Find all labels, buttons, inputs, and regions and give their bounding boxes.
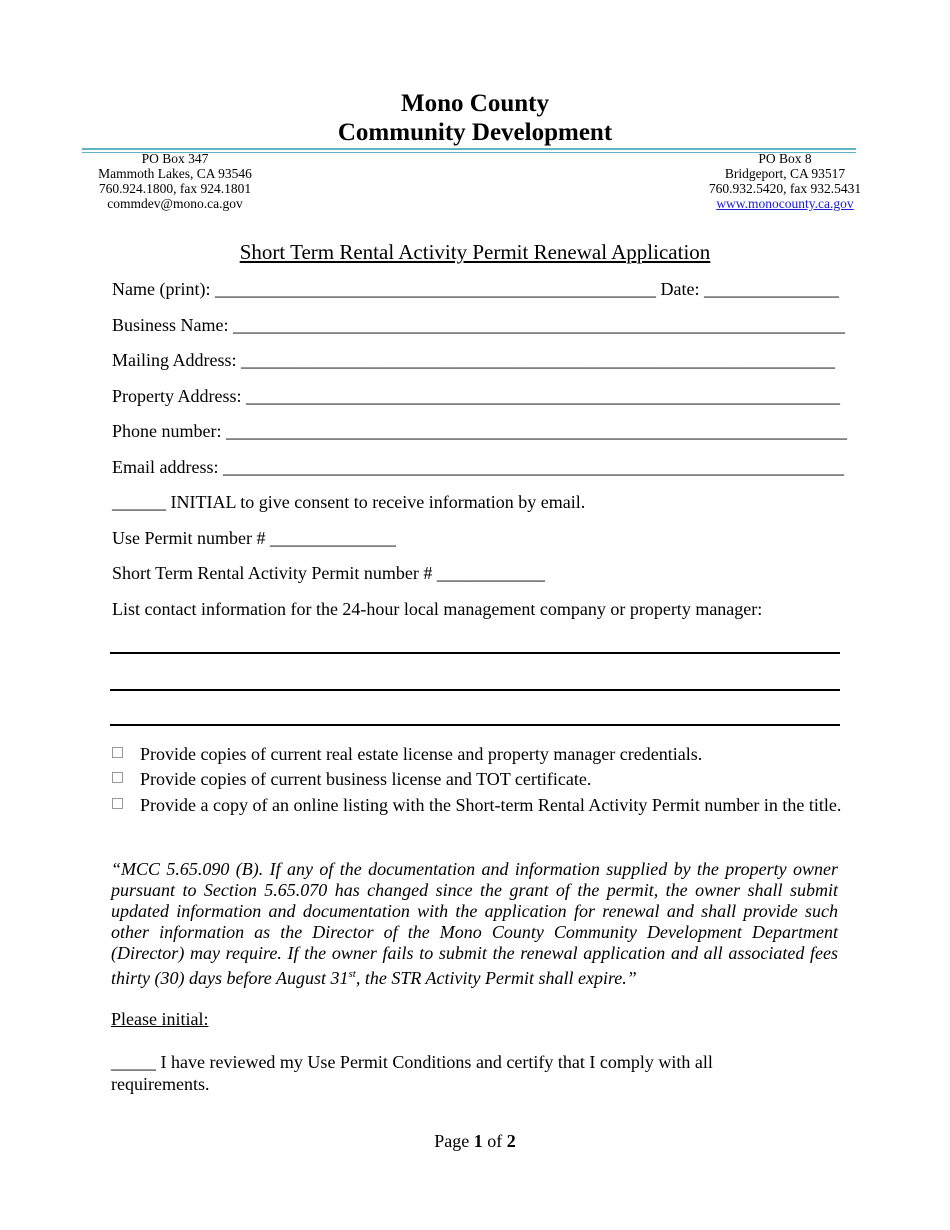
page-number — [0, 1131, 950, 1152]
checklist-item-label: Provide copies of current business license and TOT certificate. — [140, 769, 592, 789]
of-label: of — [487, 1131, 503, 1151]
quote-superscript: st — [348, 968, 356, 980]
page-total: 2 — [506, 1131, 516, 1151]
address-line: Bridgeport, CA 93517 — [724, 166, 846, 181]
quote-text: “MCC 5.65.090 (B). If any of the documentation and information supplied by the property owner pursuant to Section 5.65.070 has changed since the grant of the permit, the owner shall submit updated information and documentation with the application for renewal and shall provide such other information as the Director of the Mono County Community Development Department (Director) may require. If the owner fails to submit the renewal application and all associated fees thirty (30) days before August 31 — [111, 859, 838, 988]
website-link[interactable]: www.monocounty.ca.gov — [716, 196, 854, 211]
page-label: Page — [434, 1131, 470, 1151]
checkbox-icon[interactable] — [112, 772, 123, 783]
mailing-address-field[interactable]: Mailing Address: __________________________________________________________________ — [112, 350, 835, 370]
phone-number-field[interactable]: Phone number: _____________________________________________________________________ — [112, 421, 847, 441]
mammoth-office-address — [80, 151, 270, 211]
contact-info-line[interactable] — [110, 689, 840, 691]
form-title: Short Term Rental Activity Permit Renewal Application — [239, 240, 711, 264]
name-date-field[interactable]: Name (print): _________________________________________________ Date: _______________ — [112, 279, 839, 299]
please-initial-heading: Please initial: — [111, 1009, 209, 1029]
checklist-item-label: Provide a copy of an online listing with the Short-term Rental Activity Permit number in the title. — [140, 795, 842, 815]
email-address: commdev@mono.ca.gov — [107, 196, 243, 211]
address-line: Mammoth Lakes, CA 93546 — [98, 166, 252, 181]
contact-info-label: List contact information for the 24-hour local management company or property manager: — [112, 599, 763, 619]
address-line: 760.924.1800, fax 924.1801 — [98, 181, 252, 196]
use-permit-number-field[interactable]: Use Permit number # ______________ — [112, 528, 396, 548]
letterhead — [0, 89, 950, 147]
checklist-item — [112, 767, 842, 792]
checklist-item — [112, 793, 842, 818]
property-address-field[interactable]: Property Address: __________________________________________________________________ — [112, 386, 840, 406]
str-permit-number-field[interactable]: Short Term Rental Activity Permit number # ____________ — [112, 563, 545, 583]
department-name: Community Development — [337, 119, 613, 146]
address-line: 760.932.5420, fax 932.5431 — [708, 181, 862, 196]
page-current: 1 — [473, 1131, 483, 1151]
county-name: Mono County — [401, 90, 549, 117]
email-address-field[interactable]: Email address: _____________________________________________________________________ — [112, 457, 844, 477]
header-rule-thick — [82, 148, 856, 150]
business-name-field[interactable]: Business Name: ____________________________________________________________________ — [112, 315, 845, 335]
checklist-item-label: Provide copies of current real estate license and property manager credentials. — [140, 744, 703, 764]
checkbox-icon[interactable] — [112, 798, 123, 809]
email-consent-initial-field[interactable]: ______ INITIAL to give consent to receive information by email. — [112, 492, 586, 512]
checkbox-icon[interactable] — [112, 747, 123, 758]
contact-info-line[interactable] — [110, 724, 840, 726]
quote-text-end: , the STR Activity Permit shall expire.” — [355, 968, 637, 988]
checklist-item — [112, 742, 842, 767]
contact-info-line[interactable] — [110, 652, 840, 654]
bridgeport-office-address — [690, 151, 880, 211]
address-line: PO Box 8 — [758, 151, 812, 166]
address-line: PO Box 347 — [141, 151, 209, 166]
certify-initial-field[interactable]: _____ I have reviewed my Use Permit Conditions and certify that I comply with all requirements. — [111, 1052, 713, 1094]
code-citation-quote — [111, 859, 838, 989]
